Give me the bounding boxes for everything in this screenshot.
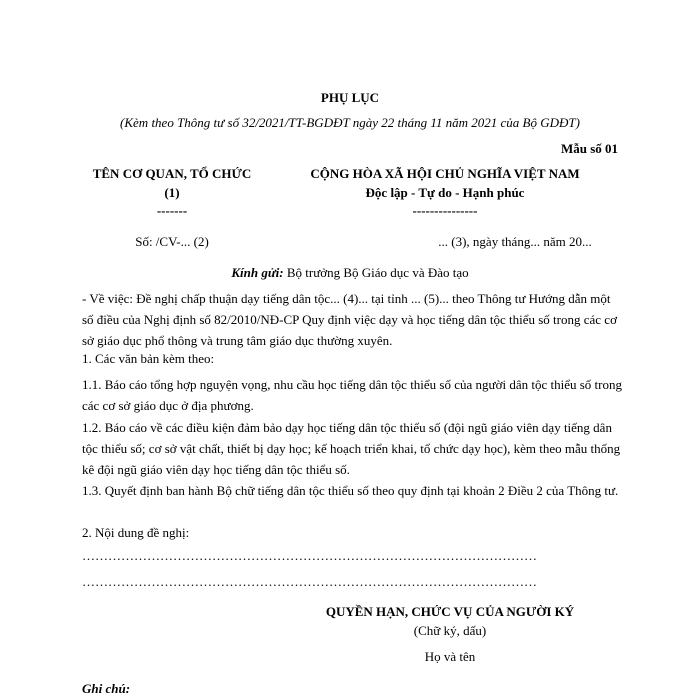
dotted-line-1: …………………………………………………………………………………………… (82, 548, 537, 563)
document-number: Số: /CV-... (2) (135, 234, 209, 249)
date-line: ... (3), ngày tháng... năm 20... (438, 234, 592, 249)
agency-divider: ------- (156, 203, 188, 218)
signer-name: Họ và tên (424, 649, 476, 664)
attachment-item-1-2: 1.2. Báo cáo về các điều kiện đảm bảo dạy học tiếng dân tộc thiểu số (đội ngũ giáo viên dạy tiếng dân tộc thiểu số; cơ sở vật chất, thiết bị dạy học; kế hoạch triển khai, tổ chức dạy học), kèm theo mẫu thống kê đội ngũ giáo viên dạy học tiếng dân tộc thiểu số. (82, 420, 621, 477)
agency-note: (1) (164, 185, 180, 200)
nation-motto: Độc lập - Tự do - Hạnh phúc (365, 185, 525, 200)
subject-paragraph: - Về việc: Đề nghị chấp thuận dạy tiếng dân tộc... (4)... tại tỉnh ... (5)... theo Thông tư Hướng dẫn một số điều của Nghị định số 82/2010/NĐ-CP Quy định việc dạy và học tiếng dân tộc thiểu số trong các cơ sở giáo dục phổ thông và trung tâm giáo dục thường xuyên. (82, 291, 617, 348)
agency-name: TÊN CƠ QUAN, TỔ CHỨC (92, 166, 252, 181)
attachment-item-1-1: 1.1. Báo cáo tổng hợp nguyện vọng, nhu cầu học tiếng dân tộc thiểu số của người dân tộc thiểu số trong các cơ sở giáo dục ở địa phương. (82, 377, 622, 413)
form-number: Mẫu số 01 (560, 141, 618, 156)
nation-name: CỘNG HÒA XÃ HỘI CHỦ NGHĨA VIỆT NAM (310, 166, 580, 181)
salutation (0, 265, 700, 281)
salutation-label: Kính gửi: (231, 265, 284, 280)
appendix-title: PHỤ LỤC (320, 90, 380, 105)
signature-note: (Chữ ký, dấu) (413, 623, 487, 638)
salutation-recipient: Bộ trưởng Bộ Giáo dục và Đào tạo (286, 265, 469, 280)
dotted-line-2: …………………………………………………………………………………………… (82, 574, 537, 589)
signer-title: QUYỀN HẠN, CHỨC VỤ CỦA NGƯỜI KÝ (325, 604, 575, 619)
nation-divider: --------------- (412, 203, 478, 218)
appendix-subtitle: (Kèm theo Thông tư số 32/2021/TT-BGDĐT ngày 22 tháng 11 năm 2021 của Bộ GDĐT) (120, 115, 580, 130)
notes-label: Ghi chú: (82, 681, 131, 696)
section-request: 2. Nội dung đề nghị: (82, 525, 190, 540)
section-attachments: 1. Các văn bản kèm theo: (82, 351, 215, 366)
attachment-item-1-3: 1.3. Quyết định ban hành Bộ chữ tiếng dân tộc thiểu số theo quy định tại khoản 2 Điều 2 của Thông tư. (82, 483, 619, 498)
